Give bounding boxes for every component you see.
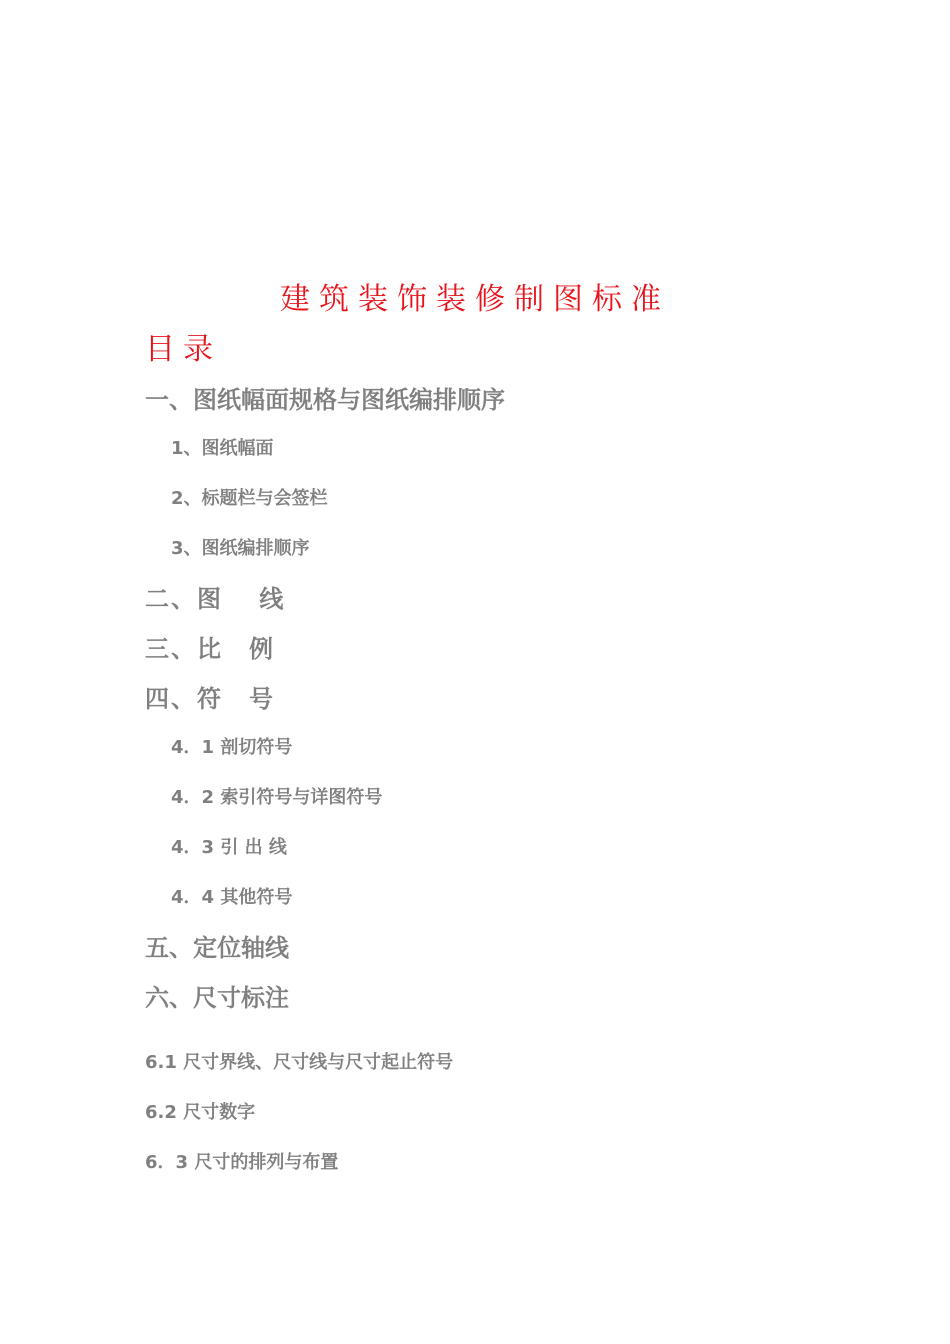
toc-item-section-3[interactable]: 三、比 例 xyxy=(145,635,275,663)
toc-item-section-5[interactable]: 五、定位轴线 xyxy=(145,934,289,962)
toc-item-4-4[interactable]: 4．4 其他符号 xyxy=(171,887,293,908)
toc-item-1-1[interactable]: 1、图纸幅面 xyxy=(171,438,274,459)
toc-item-4-3[interactable]: 4．3 引 出 线 xyxy=(171,837,287,858)
document-title: 建筑装饰装修制图标准 xyxy=(280,282,670,317)
toc-item-section-2[interactable]: 二、图 线 xyxy=(145,585,286,613)
toc-item-1-3[interactable]: 3、图纸编排顺序 xyxy=(171,538,310,559)
toc-item-1-2[interactable]: 2、标题栏与会签栏 xyxy=(171,488,328,509)
toc-item-4-2[interactable]: 4．2 索引符号与详图符号 xyxy=(171,787,383,808)
toc-heading: 目录 xyxy=(145,332,221,367)
toc-item-6-2[interactable]: 6.2 尺寸数字 xyxy=(145,1102,256,1123)
toc-item-6-3[interactable]: 6．3 尺寸的排列与布置 xyxy=(145,1152,339,1173)
toc-item-6-1[interactable]: 6.1 尺寸界线、尺寸线与尺寸起止符号 xyxy=(145,1052,454,1073)
toc-item-section-4[interactable]: 四、符 号 xyxy=(145,685,275,713)
toc-item-section-6[interactable]: 六、尺寸标注 xyxy=(145,984,289,1012)
toc-item-section-1[interactable]: 一、图纸幅面规格与图纸编排顺序 xyxy=(145,386,505,414)
toc-item-4-1[interactable]: 4．1 剖切符号 xyxy=(171,737,293,758)
